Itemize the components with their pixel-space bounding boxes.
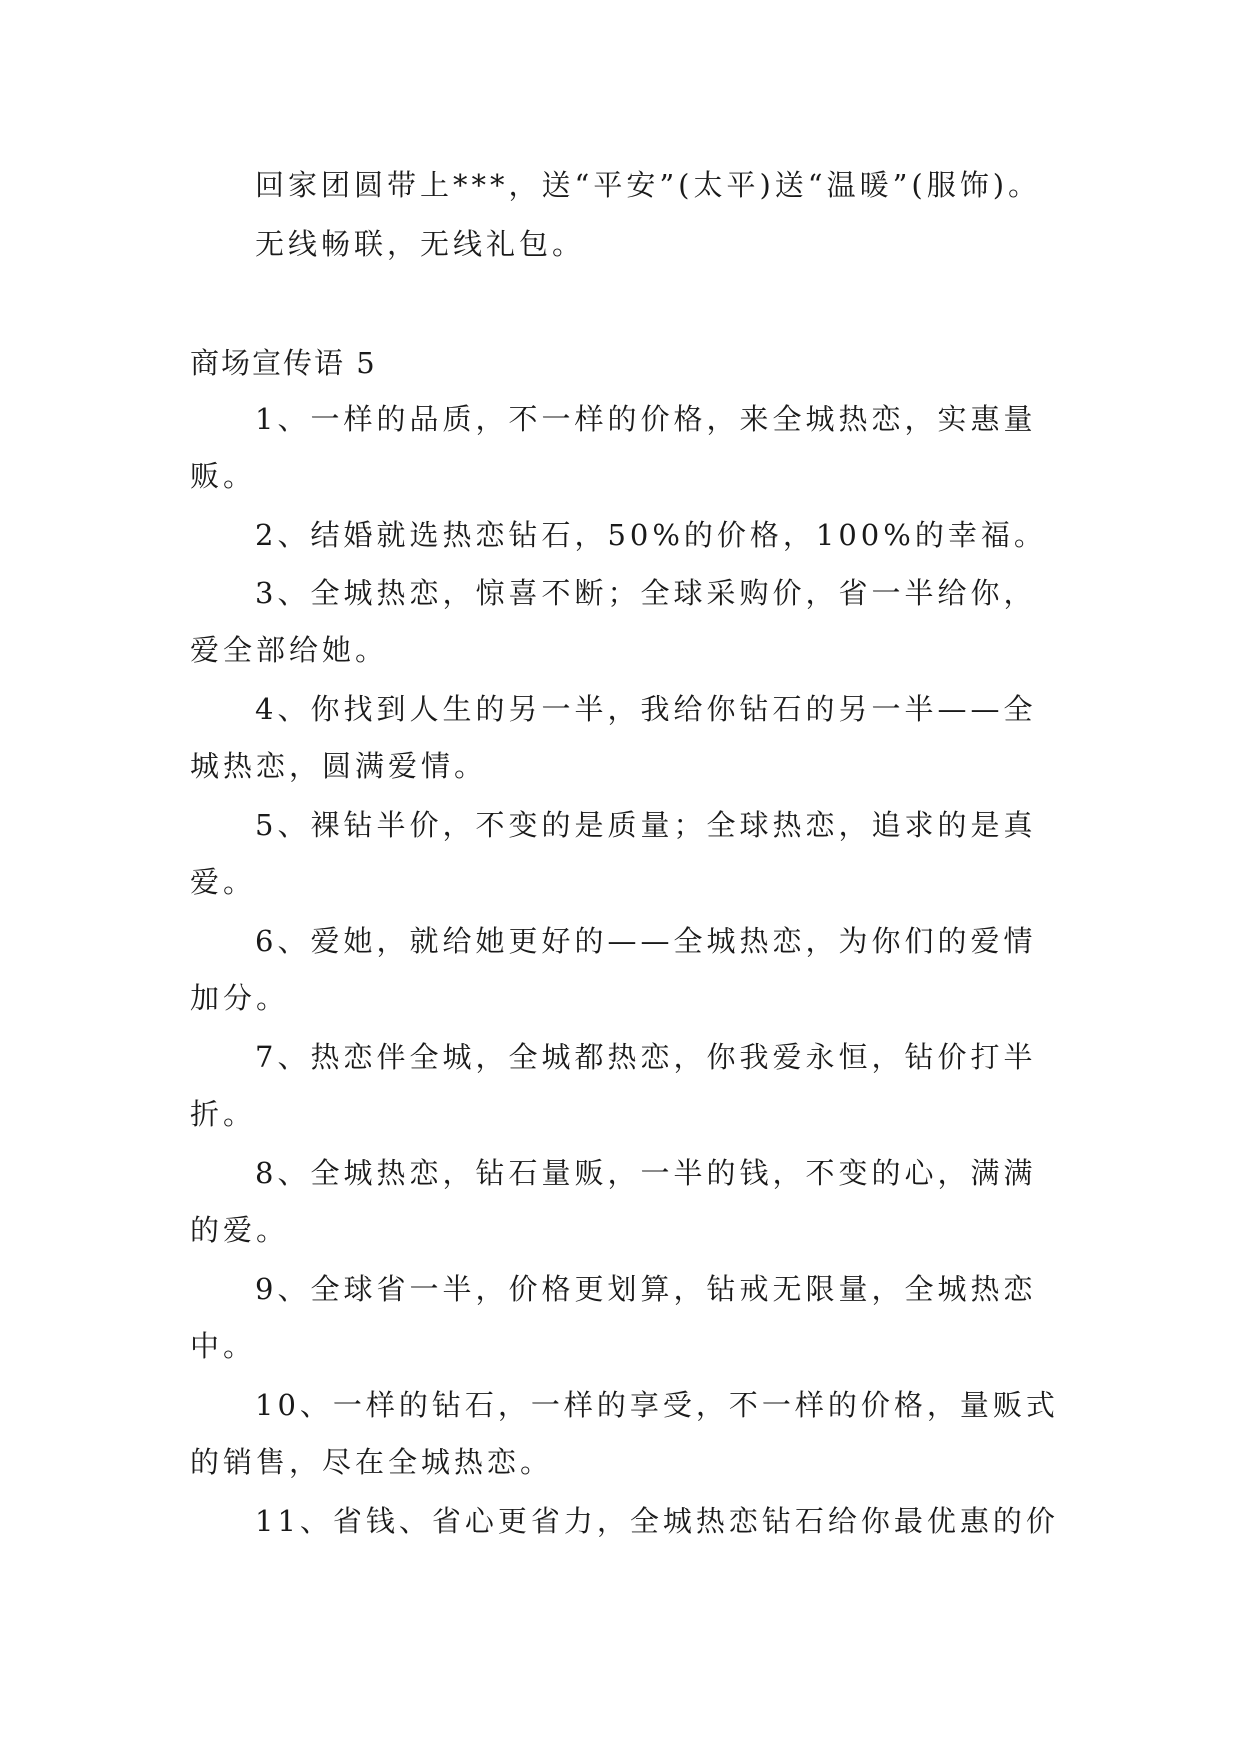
section-title: 商场宣传语 5 [190, 346, 377, 380]
item-6-line-1: 6、爱她，就给她更好的——全城热恋，为你们的爱情 [255, 924, 1037, 958]
item-10-line-2: 的销售，尽在全城热恋。 [190, 1445, 554, 1479]
item-4-line-1: 4、你找到人生的另一半，我给你钻石的另一半——全 [255, 692, 1037, 726]
item-6-line-2: 加分。 [190, 981, 290, 1015]
item-8-line-2: 的爱。 [190, 1213, 290, 1247]
item-5-line-2: 爱。 [190, 865, 257, 899]
item-4-line-2: 城热恋，圆满爱情。 [190, 749, 488, 783]
item-10-line-1: 10、一样的钻石，一样的享受，不一样的价格，量贩式 [255, 1388, 1059, 1422]
item-7-line-1: 7、热恋伴全城，全城都热恋，你我爱永恒，钻价打半 [255, 1040, 1037, 1074]
item-11-line-1: 11、省钱、省心更省力，全城热恋钻石给你最优惠的价 [255, 1504, 1059, 1538]
item-9-line-1: 9、全球省一半，价格更划算，钻戒无限量，全城热恋 [255, 1272, 1037, 1306]
item-5-line-1: 5、裸钻半价，不变的是质量；全球热恋，追求的是真 [255, 808, 1037, 842]
intro-line-1: 回家团圆带上***，送“平安”(太平)送“温暖”(服饰)。 [255, 168, 1042, 202]
item-3-line-2: 爱全部给她。 [190, 633, 389, 667]
item-2-line-1: 2、结婚就选热恋钻石，50%的价格，100%的幸福。 [255, 518, 1047, 552]
item-1-line-2: 贩。 [190, 459, 257, 493]
item-3-line-1: 3、全城热恋，惊喜不断；全球采购价，省一半给你， [255, 576, 1037, 610]
item-1-line-1: 1、一样的品质，不一样的价格，来全城热恋，实惠量 [255, 402, 1037, 436]
item-9-line-2: 中。 [190, 1329, 257, 1363]
intro-line-2: 无线畅联，无线礼包。 [255, 227, 586, 261]
item-8-line-1: 8、全城热恋，钻石量贩，一半的钱，不变的心，满满 [255, 1156, 1037, 1190]
item-7-line-2: 折。 [190, 1097, 257, 1131]
